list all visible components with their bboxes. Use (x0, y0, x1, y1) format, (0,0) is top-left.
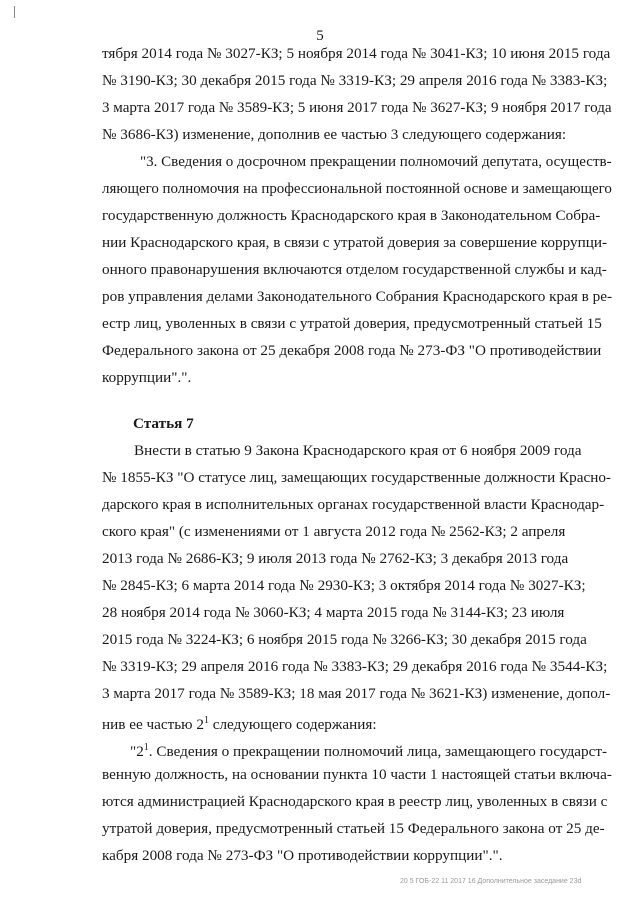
superscript: 1 (143, 742, 149, 753)
margin-mark (14, 6, 15, 18)
text-line: № 1855-КЗ "О статусе лиц, замещающих государственные должности Красно- (102, 469, 611, 486)
text-line: 3 марта 2017 года № 3589-КЗ; 18 мая 2017 года № 3621-КЗ) изменение, допол- (102, 685, 611, 702)
superscript: 1 (203, 715, 209, 726)
text-line: кабря 2008 года № 273-ФЗ "О противодействии коррупции".". (102, 847, 503, 864)
text-line: ются администрацией Краснодарского края в реестр лиц, уволенных в связи с (102, 793, 608, 810)
text-line: тября 2014 года № 3027-КЗ; 5 ноября 2014 года № 3041-КЗ; 10 июня 2015 года (102, 45, 611, 62)
text-line: № 3686-КЗ) изменение, дополнив ее частью 3 следующего содержания: (102, 126, 567, 143)
text-line: ров управления делами Законодательного Собрания Краснодарского края в ре- (102, 288, 613, 305)
text-line: № 3190-КЗ; 30 декабря 2015 года № 3319-КЗ; 29 апреля 2016 года № 3383-КЗ; (102, 72, 608, 89)
text-line: коррупции".". (102, 369, 192, 386)
text-line: ляющего полномочия на профессиональной постоянной основе и замещающего (102, 180, 612, 197)
text-line: Внести в статью 9 Закона Краснодарского края от 6 ноября 2009 года (134, 442, 582, 459)
text-line (130, 738, 607, 762)
text-line: № 3319-КЗ; 29 апреля 2016 года № 3383-КЗ; 29 декабря 2016 года № 3544-КЗ; (102, 658, 608, 675)
text-line: Федерального закона от 25 декабря 2008 года № 273-ФЗ "О противодействии (102, 342, 602, 359)
text-fragment: . Сведения о прекращении полномочий лица, замещающего государст- (148, 743, 608, 761)
text-line: дарского края в исполнительных органах государственной власти Краснодар- (102, 496, 605, 513)
text-line: естр лиц, уволенных в связи с утратой доверия, предусмотренный статьей 15 (102, 315, 602, 332)
text-line: 28 ноября 2014 года № 3060-КЗ; 4 марта 2015 года № 3144-КЗ; 23 июля (102, 604, 565, 621)
text-line: 2015 года № 3224-КЗ; 6 ноября 2015 года № 3266-КЗ; 30 декабря 2015 года (102, 631, 587, 648)
text-fragment: "2 (130, 743, 144, 761)
text-line: 3 марта 2017 года № 3589-КЗ; 5 июня 2017 года № 3627-КЗ; 9 ноября 2017 года (102, 99, 612, 116)
text-line: 2013 года № 2686-КЗ; 9 июля 2013 года № 2762-КЗ; 3 декабря 2013 года (102, 550, 569, 567)
text-fragment: следующего содержания: (208, 716, 377, 734)
text-line (102, 711, 377, 735)
text-line: ского края" (с изменениями от 1 августа 2012 года № 2562-КЗ; 2 апреля (102, 523, 566, 540)
text-line: онного правонарушения включаются отделом государственной службы и кад- (102, 261, 607, 278)
page-number: 5 (316, 28, 324, 44)
text-line: "3. Сведения о досрочном прекращении полномочий депутата, осуществ- (140, 153, 612, 170)
text-line: № 2845-КЗ; 6 марта 2014 года № 2930-КЗ; 3 октября 2014 года № 3027-КЗ; (102, 577, 586, 594)
text-line: государственную должность Краснодарского края в Законодательном Собра- (102, 207, 601, 224)
footer-note: 20 5 ГОБ-22 11 2017 16 Дополнительное заседание 23d (400, 878, 582, 885)
article-heading: Статья 7 (133, 415, 194, 432)
text-line: венную должность, на основании пункта 10 части 1 настоящей статьи включа- (102, 766, 612, 783)
text-line: утратой доверия, предусмотренный статьей 15 Федерального закона от 25 де- (102, 820, 605, 837)
text-line: нии Краснодарского края, в связи с утратой доверия за совершение коррупци- (102, 234, 608, 251)
text-fragment: нив ее частью 2 (102, 716, 204, 734)
